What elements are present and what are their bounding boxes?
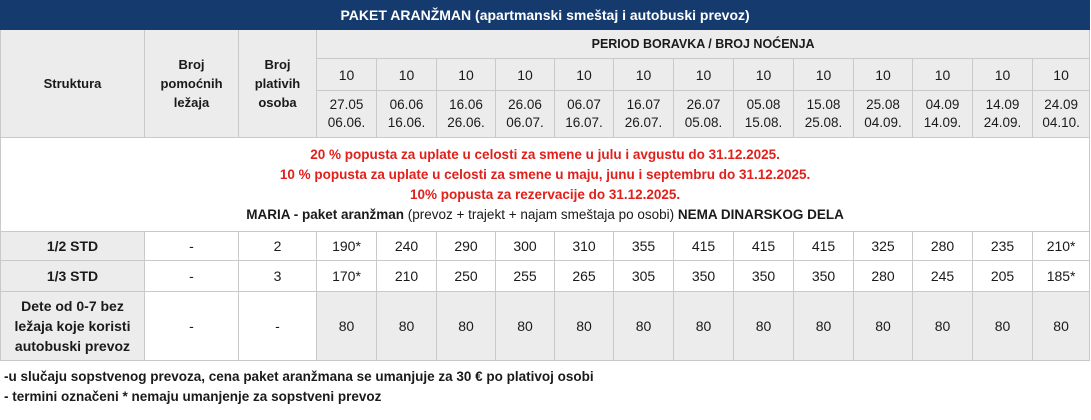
price-cell: 325 — [854, 232, 913, 261]
period-to: 16.07. — [565, 115, 603, 130]
price-cell: 245 — [913, 261, 973, 292]
price-cell: 350 — [734, 261, 794, 292]
price-cell: 300 — [496, 232, 555, 261]
period-dates-10 — [913, 91, 973, 138]
price-cell: 185* — [1033, 261, 1090, 292]
row-label — [1, 261, 145, 292]
period-dates-11 — [973, 91, 1033, 138]
paying-persons-cell: 2 — [239, 232, 317, 261]
price-cell: 80 — [496, 292, 555, 361]
price-cell: 80 — [1033, 292, 1090, 361]
table-title: PAKET ARANŽMAN (apartmanski smeštaj i autobuski prevoz) — [1, 1, 1090, 30]
price-cell: 290 — [437, 232, 496, 261]
period-from: 04.09 — [925, 97, 960, 112]
footnote-2: - termini označeni * nemaju umanjenje za sopstveni prevoz — [4, 389, 382, 404]
price-cell: 280 — [913, 232, 973, 261]
paying-persons-cell: - — [239, 292, 317, 361]
price-cell: 350 — [794, 261, 854, 292]
price-cell: 235 — [973, 232, 1033, 261]
aux-beds-cell: - — [145, 292, 239, 361]
period-to: 14.09. — [923, 115, 962, 130]
row-label — [1, 292, 145, 361]
price-cell: 415 — [734, 232, 794, 261]
promo-line-1: 20 % popusta za uplate u celosti za smene u julu i avgustu do 31.12.2025. — [310, 146, 780, 162]
promo-line-2: 10 % popusta za uplate u celosti za smene u maju, junu i septembru do 31.12.2025. — [279, 166, 811, 182]
price-cell: 80 — [913, 292, 973, 361]
table-row — [1, 292, 1090, 361]
period-dates-5 — [614, 91, 674, 138]
price-cell: 415 — [794, 232, 854, 261]
period-from: 24.09 — [1044, 97, 1078, 112]
period-from: 16.06 — [449, 97, 483, 112]
price-cell: 240 — [377, 232, 437, 261]
period-nights-12: 10 — [1033, 59, 1090, 91]
period-nights-6: 10 — [674, 59, 734, 91]
period-dates-9 — [854, 91, 913, 138]
period-to: 06.06. — [327, 115, 366, 130]
period-dates-0 — [317, 91, 377, 138]
period-to: 26.07. — [624, 115, 663, 130]
price-cell: 205 — [973, 261, 1033, 292]
period-from: 06.07 — [567, 97, 601, 112]
table-row — [1, 261, 1090, 292]
period-to: 06.07. — [506, 115, 544, 130]
period-dates-2 — [437, 91, 496, 138]
period-to: 25.08. — [804, 115, 843, 130]
price-cell: 80 — [614, 292, 674, 361]
price-cell: 415 — [674, 232, 734, 261]
promo-block — [1, 138, 1090, 232]
period-nights-1: 10 — [377, 59, 437, 91]
price-cell: 250 — [437, 261, 496, 292]
table-row — [1, 232, 1090, 261]
price-cell: 170* — [317, 261, 377, 292]
period-dates-6 — [674, 91, 734, 138]
period-from: 05.08 — [746, 97, 781, 112]
header-period: PERIOD BORAVKA / BROJ NOĆENJA — [317, 30, 1090, 59]
price-cell: 80 — [794, 292, 854, 361]
period-from: 06.06 — [389, 97, 424, 112]
price-cell: 80 — [377, 292, 437, 361]
footnote-1: -u slučaju sopstvenog prevoza, cena paket aranžmana se umanjuje za 30 € po plativoj osobi — [4, 369, 594, 384]
price-cell: 255 — [496, 261, 555, 292]
promo-line-3: 10% popusta za rezervacije do 31.12.2025. — [410, 186, 681, 202]
period-from: 26.07 — [686, 97, 721, 112]
price-cell: 80 — [555, 292, 614, 361]
period-to: 15.08. — [744, 115, 783, 130]
row-label — [1, 232, 145, 261]
period-to: 26.06. — [447, 115, 485, 130]
price-cell: 80 — [674, 292, 734, 361]
maria-package-desc: (prevoz + trajekt + najam smeštaja po osobi) — [407, 206, 675, 222]
maria-package-note: NEMA DINARSKOG DELA — [677, 206, 844, 222]
period-from: 16.07 — [626, 97, 661, 112]
period-nights-9: 10 — [854, 59, 913, 91]
header-aux-beds: Broj pomoćnih ležaja — [145, 30, 239, 138]
price-cell: 190* — [317, 232, 377, 261]
period-from: 26.06 — [508, 97, 542, 112]
period-nights-11: 10 — [973, 59, 1033, 91]
period-nights-10: 10 — [913, 59, 973, 91]
period-dates-4 — [555, 91, 614, 138]
price-cell: 210 — [377, 261, 437, 292]
price-cell: 310 — [555, 232, 614, 261]
price-cell: 80 — [317, 292, 377, 361]
period-to: 05.08. — [684, 115, 723, 130]
period-dates-8 — [794, 91, 854, 138]
price-cell: 265 — [555, 261, 614, 292]
row-label-text: 1/3 STD — [46, 268, 99, 284]
period-dates-1 — [377, 91, 437, 138]
price-cell: 80 — [973, 292, 1033, 361]
row-label-text: 1/2 STD — [46, 238, 99, 254]
price-cell: 80 — [437, 292, 496, 361]
period-to: 24.09. — [983, 115, 1022, 130]
period-nights-4: 10 — [555, 59, 614, 91]
aux-beds-cell: - — [145, 232, 239, 261]
price-cell: 80 — [734, 292, 794, 361]
period-from: 15.08 — [806, 97, 841, 112]
period-to: 04.09. — [864, 115, 902, 130]
period-nights-5: 10 — [614, 59, 674, 91]
period-nights-3: 10 — [496, 59, 555, 91]
maria-package-line — [1, 205, 1089, 225]
period-nights-0: 10 — [317, 59, 377, 91]
period-nights-2: 10 — [437, 59, 496, 91]
footnotes — [0, 361, 1089, 407]
price-cell: 80 — [854, 292, 913, 361]
period-from: 14.09 — [985, 97, 1020, 112]
maria-package-name: MARIA - paket aranžman — [246, 206, 405, 222]
row-label-text: Dete od 0-7 bez ležaja koje koristi autobuski prevoz — [14, 298, 131, 354]
header-structure: Struktura — [1, 30, 145, 138]
header-paying-persons: Broj plativih osoba — [239, 30, 317, 138]
period-to: 04.10. — [1042, 115, 1080, 130]
period-dates-7 — [734, 91, 794, 138]
period-dates-3 — [496, 91, 555, 138]
period-nights-8: 10 — [794, 59, 854, 91]
period-from: 25.08 — [866, 97, 900, 112]
aux-beds-cell: - — [145, 261, 239, 292]
period-from: 27.05 — [329, 97, 364, 112]
price-cell: 355 — [614, 232, 674, 261]
period-to: 16.06. — [387, 115, 426, 130]
paying-persons-cell: 3 — [239, 261, 317, 292]
price-cell: 305 — [614, 261, 674, 292]
price-cell: 210* — [1033, 232, 1090, 261]
period-nights-7: 10 — [734, 59, 794, 91]
period-dates-12 — [1033, 91, 1090, 138]
price-cell: 350 — [674, 261, 734, 292]
price-cell: 280 — [854, 261, 913, 292]
